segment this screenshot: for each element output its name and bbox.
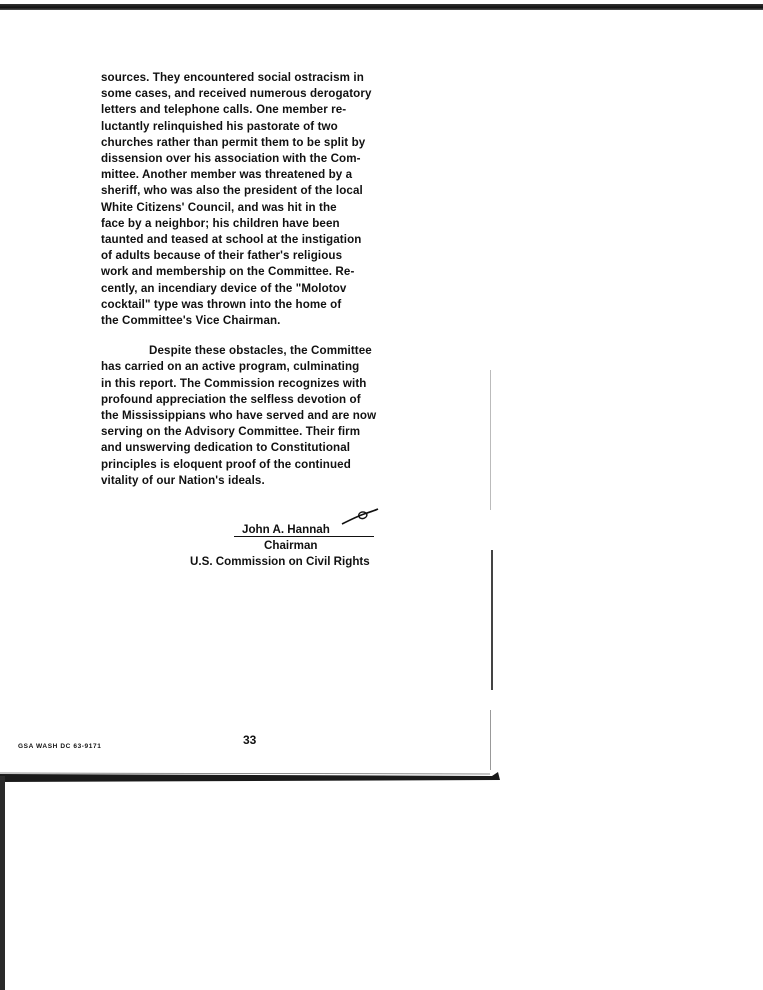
text-line: principles is eloquent proof of the continued: [101, 457, 351, 471]
text-line: some cases, and received numerous derogatory: [101, 87, 372, 101]
printer-mark: GSA WASH DC 63-9171: [18, 743, 102, 750]
left-scan-edge: [0, 776, 5, 990]
text-line: has carried on an active program, culminating: [101, 360, 360, 374]
text-line: in this report. The Commission recognizes with: [101, 376, 367, 390]
text-line: work and membership on the Committee. Re-: [101, 265, 355, 279]
signatory-title: Chairman: [264, 539, 318, 552]
paragraph-2: [101, 343, 401, 489]
bottom-scan-edge: [0, 770, 500, 784]
paragraph-spacer: [101, 329, 401, 343]
text-line: the Mississippians who have served and are now: [101, 409, 377, 423]
page-number: 33: [243, 733, 257, 747]
signature-line: [234, 536, 374, 537]
text-line: face by a neighbor; his children have been: [101, 216, 340, 230]
text-line: sheriff, who was also the president of the local: [101, 184, 363, 198]
text-line: taunted and teased at school at the instigation: [101, 233, 362, 247]
text-line: cocktail" type was thrown into the home of: [101, 297, 342, 311]
text-line: letters and telephone calls. One member re-: [101, 103, 347, 117]
signatory-organization: U.S. Commission on Civil Rights: [190, 555, 370, 568]
text-line: the Committee's Vice Chairman.: [101, 314, 281, 328]
right-scan-edge: [487, 350, 495, 780]
signature-flourish: [340, 506, 380, 530]
text-line: churches rather than permit them to be split by: [101, 135, 366, 149]
text-line: of adults because of their father's religious: [101, 249, 343, 263]
text-line: dissension over his association with the Com-: [101, 152, 361, 166]
text-line: and unswerving dedication to Constitutional: [101, 441, 351, 455]
text-line: profound appreciation the selfless devotion of: [101, 392, 361, 406]
paragraph-1: [101, 70, 401, 329]
text-line: mittee. Another member was threatened by a: [101, 168, 353, 182]
text-line: cently, an incendiary device of the "Molotov: [101, 281, 347, 295]
text-line: luctantly relinquished his pastorate of two: [101, 119, 338, 133]
text-line: sources. They encountered social ostracism in: [101, 71, 364, 84]
text-line: vitality of our Nation's ideals.: [101, 473, 265, 487]
signatory-name: John A. Hannah: [242, 523, 330, 536]
top-scan-edge: [0, 4, 763, 10]
text-line: Despite these obstacles, the Committee: [149, 344, 372, 358]
text-line: serving on the Advisory Committee. Their firm: [101, 425, 361, 439]
document-body: [101, 70, 401, 489]
text-line: White Citizens' Council, and was hit in the: [101, 200, 337, 214]
